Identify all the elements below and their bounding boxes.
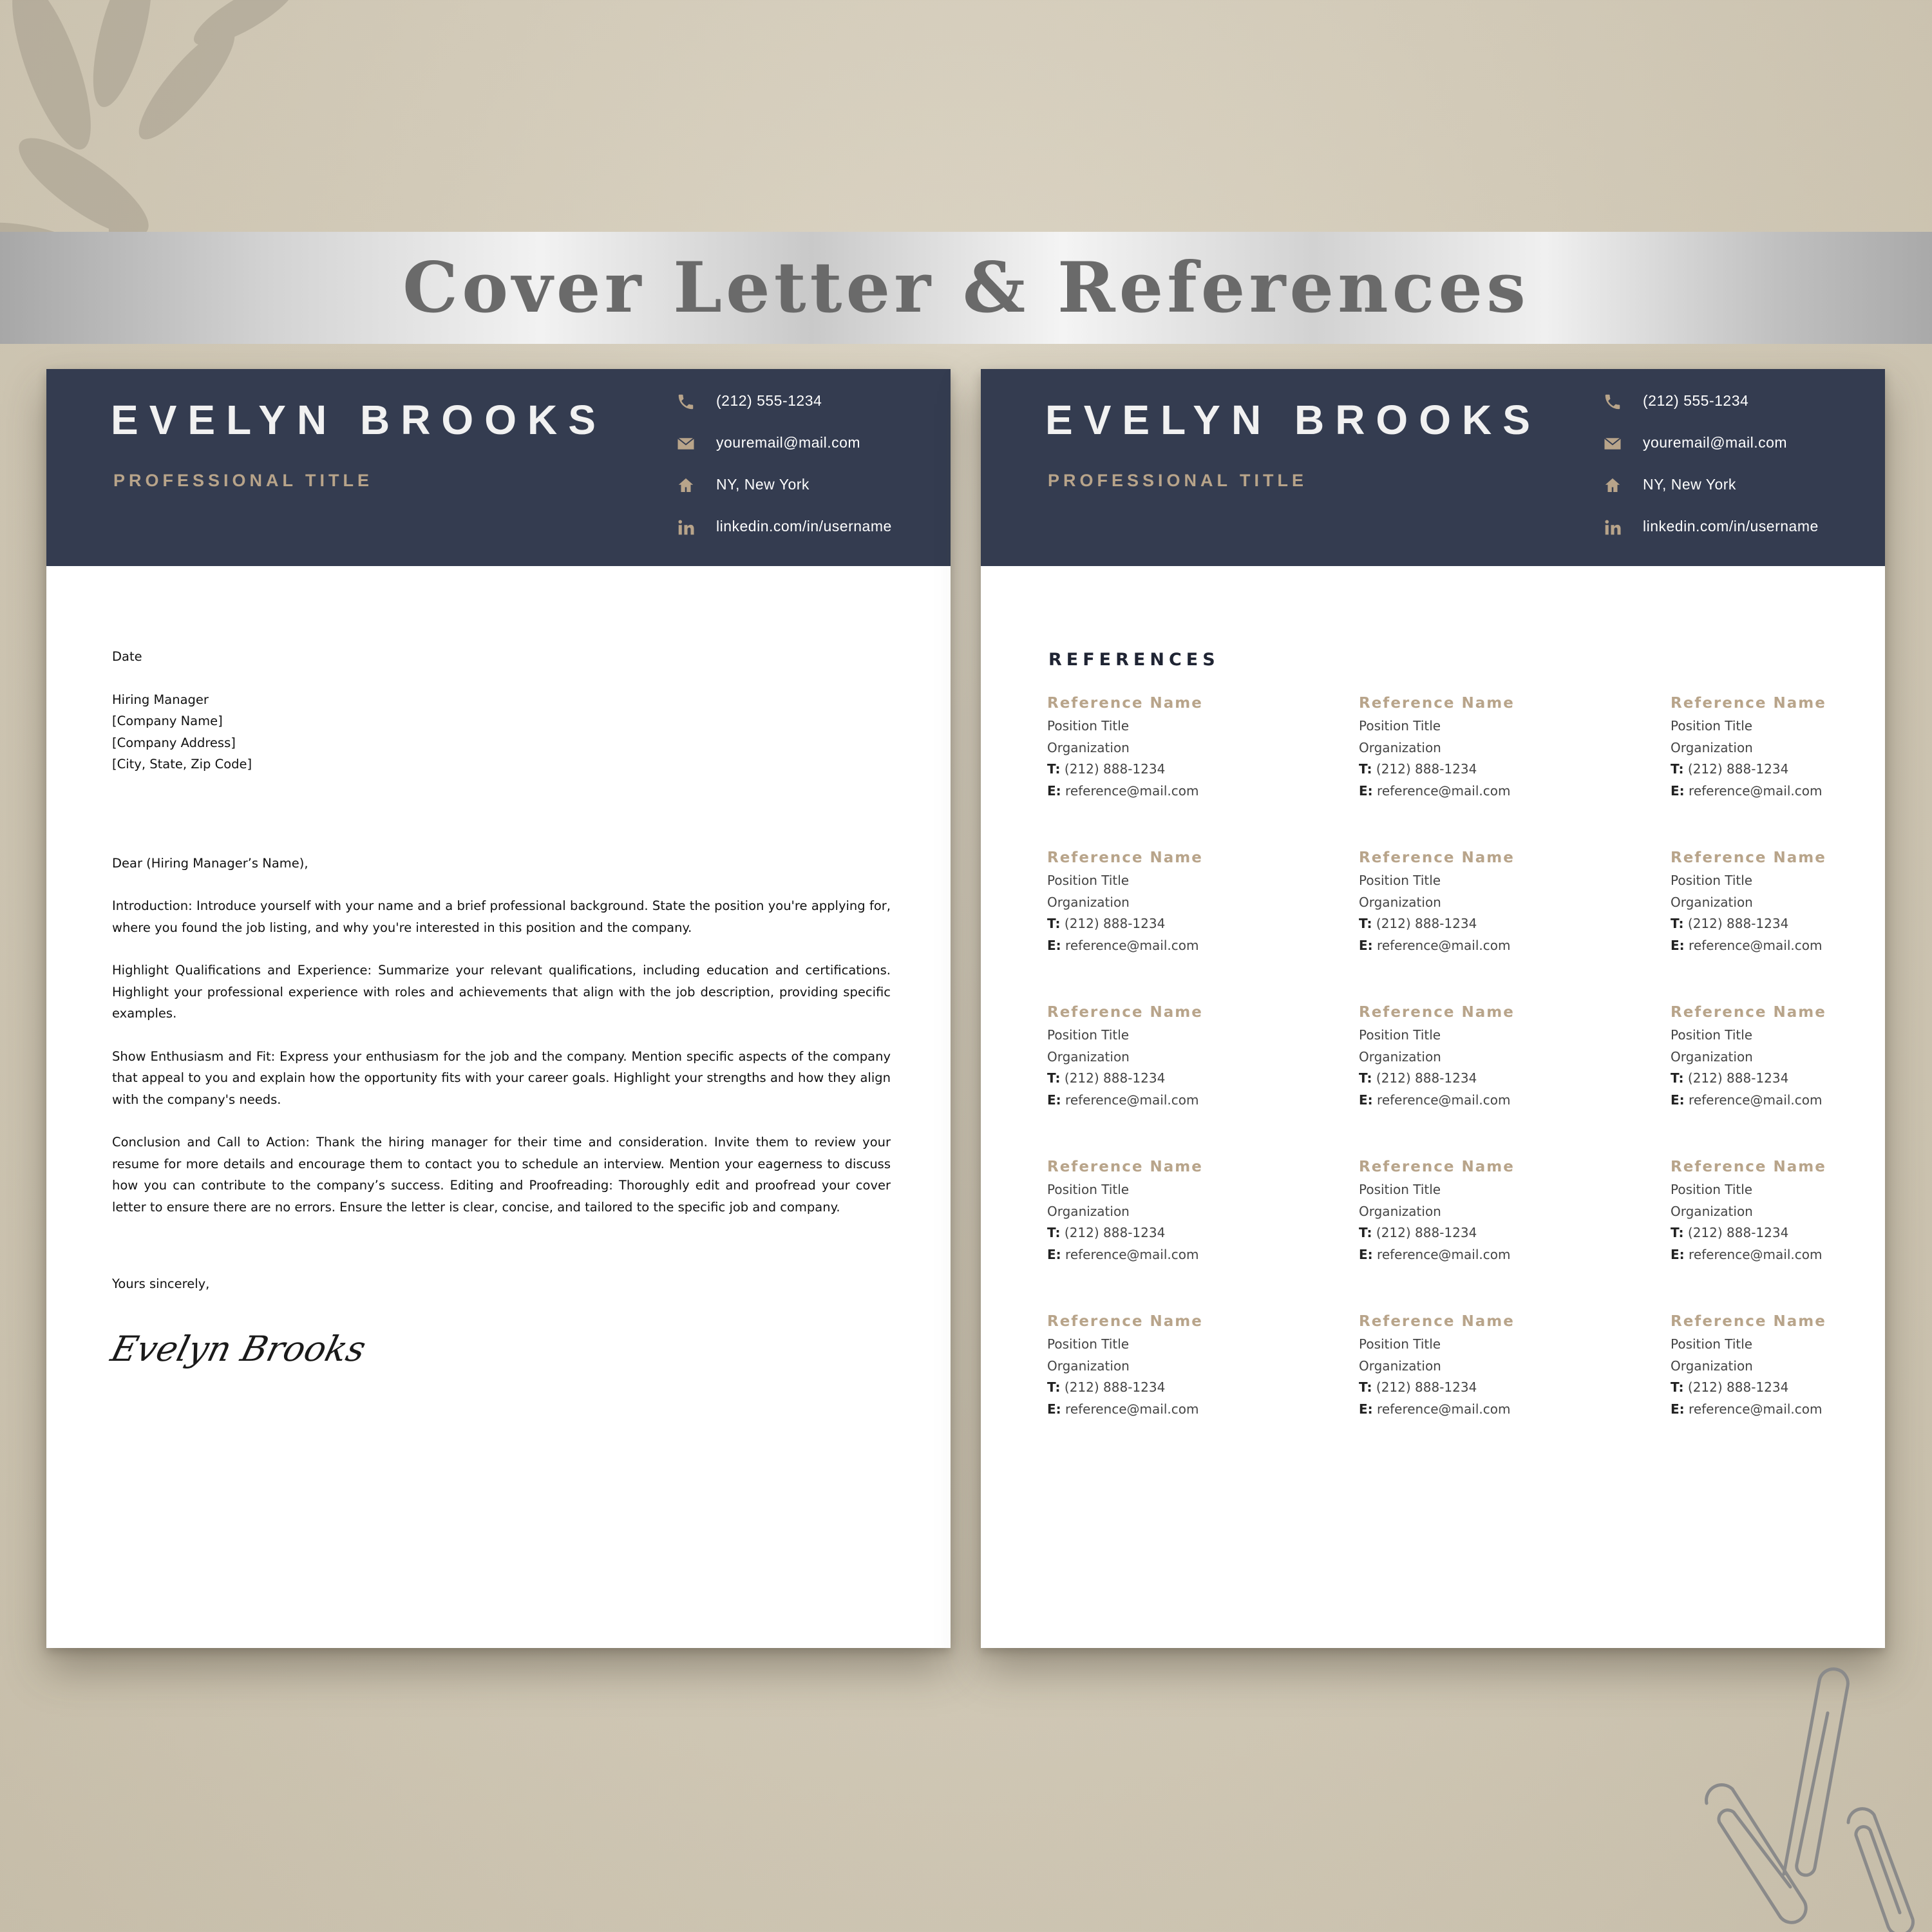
- reference-phone: (212) 888-1234: [1687, 916, 1789, 931]
- letter-date: Date: [112, 649, 142, 664]
- profile-name: EVELYN BROOKS: [1045, 397, 1541, 443]
- reference-entry: [1359, 846, 1629, 956]
- reference-email: reference@mail.com: [1065, 1092, 1199, 1108]
- linkedin-icon: [1603, 518, 1622, 537]
- contact-email-text: youremail@mail.com: [716, 434, 861, 451]
- references-heading: REFERENCES: [1048, 650, 1220, 670]
- reference-organization: Organization: [1671, 1048, 1753, 1065]
- reference-email: reference@mail.com: [1065, 1401, 1199, 1417]
- reference-phone: (212) 888-1234: [1376, 916, 1477, 931]
- reference-phone-label: T:: [1047, 916, 1061, 931]
- letter-address-line: Hiring Manager: [112, 692, 209, 707]
- reference-name: Reference Name: [1671, 695, 1826, 712]
- reference-phone-label: T:: [1047, 1379, 1061, 1395]
- reference-phone-line: [1671, 913, 1932, 935]
- mail-icon: [1603, 434, 1622, 453]
- reference-phone: (212) 888-1234: [1687, 761, 1789, 777]
- reference-email-label: E:: [1047, 1401, 1061, 1417]
- reference-phone-line: [1671, 1377, 1932, 1399]
- reference-phone: (212) 888-1234: [1064, 761, 1166, 777]
- reference-name: Reference Name: [1359, 1004, 1515, 1021]
- letter-paragraph: Conclusion and Call to Action: Thank the hiring manager for their time and consideration. Invite them to review your resume for more details and encourage them to contact you to schedule an interview. Mention your eagerness to discuss how you can contribute to the company’s success. Editing and Proofreading: Thoroughly edit and proofread your cover letter to ensure there are no errors. Ensure the letter is clear, concise, and tailored to the specific job and company.: [112, 1135, 891, 1215]
- reference-email-label: E:: [1671, 1246, 1685, 1262]
- reference-email: reference@mail.com: [1377, 937, 1511, 953]
- reference-organization: Organization: [1359, 1358, 1441, 1374]
- reference-name: Reference Name: [1047, 1004, 1203, 1021]
- reference-name: Reference Name: [1671, 849, 1826, 866]
- reference-phone-line: [1359, 1377, 1629, 1399]
- reference-position: Position Title: [1359, 1182, 1441, 1197]
- reference-email-line: [1047, 1244, 1318, 1266]
- reference-entry: [1671, 691, 1932, 802]
- letter-closing: Yours sincerely,: [112, 1276, 210, 1291]
- reference-position: Position Title: [1359, 718, 1441, 734]
- reference-organization: Organization: [1671, 894, 1753, 910]
- reference-email-label: E:: [1671, 782, 1685, 799]
- reference-email: reference@mail.com: [1689, 937, 1823, 953]
- reference-email-line: [1047, 1399, 1318, 1421]
- reference-phone-label: T:: [1047, 1225, 1061, 1240]
- reference-email-line: [1671, 1399, 1932, 1421]
- reference-phone-line: [1671, 759, 1932, 781]
- reference-email: reference@mail.com: [1065, 937, 1199, 953]
- reference-phone-label: T:: [1359, 1225, 1372, 1240]
- signature: Evelyn Brooks: [107, 1329, 370, 1369]
- reference-entry: [1047, 1309, 1318, 1420]
- contact-email-text: youremail@mail.com: [1643, 434, 1788, 451]
- title-banner: [0, 232, 1932, 344]
- reference-email-line: [1671, 935, 1932, 957]
- reference-phone: (212) 888-1234: [1064, 916, 1166, 931]
- reference-name: Reference Name: [1359, 1313, 1515, 1330]
- phone-icon: [1603, 392, 1622, 412]
- reference-entry: [1047, 846, 1318, 956]
- reference-phone-line: [1047, 759, 1318, 781]
- reference-phone-line: [1047, 1377, 1318, 1399]
- reference-organization: Organization: [1359, 894, 1441, 910]
- reference-email: reference@mail.com: [1689, 1246, 1823, 1262]
- reference-email: reference@mail.com: [1377, 1401, 1511, 1417]
- reference-phone-label: T:: [1671, 1225, 1684, 1240]
- home-icon: [676, 476, 696, 495]
- reference-email-line: [1359, 935, 1629, 957]
- reference-entry: [1047, 1155, 1318, 1265]
- contact-linkedin-text: linkedin.com/in/username: [1643, 518, 1819, 535]
- reference-phone: (212) 888-1234: [1376, 1225, 1477, 1240]
- reference-email-label: E:: [1047, 937, 1061, 953]
- contact-location-text: NY, New York: [716, 476, 810, 493]
- reference-email: reference@mail.com: [1689, 1092, 1823, 1108]
- reference-email-line: [1047, 935, 1318, 957]
- reference-phone: (212) 888-1234: [1064, 1379, 1166, 1395]
- reference-organization: Organization: [1359, 739, 1441, 755]
- reference-email-line: [1359, 1399, 1629, 1421]
- banner-title: Cover Letter & References: [402, 247, 1530, 328]
- reference-name: Reference Name: [1671, 1004, 1826, 1021]
- reference-phone-label: T:: [1359, 916, 1372, 931]
- reference-phone-label: T:: [1359, 761, 1372, 777]
- home-icon: [1603, 476, 1622, 495]
- reference-email-label: E:: [1359, 937, 1373, 953]
- linkedin-icon: [676, 518, 696, 537]
- reference-phone-label: T:: [1047, 761, 1061, 777]
- letter-paragraph: Introduction: Introduce yourself with your name and a brief professional background. State the position you're applying for, where you found the job listing, and why you're interested in this position and the company.: [112, 898, 891, 935]
- reference-organization: Organization: [1671, 739, 1753, 755]
- reference-position: Position Title: [1047, 1336, 1130, 1352]
- letter-paragraph: Show Enthusiasm and Fit: Express your enthusiasm for the job and the company. Mention specific aspects of the company that appeal to you and explain how the opportunity fits with your career goals. Highlight your strengths and how they align with the company's needs.: [112, 1048, 891, 1107]
- reference-organization: Organization: [1047, 739, 1130, 755]
- phone-icon: [676, 392, 696, 412]
- reference-email-line: [1047, 781, 1318, 802]
- reference-name: Reference Name: [1047, 1313, 1203, 1330]
- reference-email-label: E:: [1359, 1246, 1373, 1262]
- reference-position: Position Title: [1671, 1027, 1753, 1043]
- reference-email-label: E:: [1359, 782, 1373, 799]
- reference-email: reference@mail.com: [1065, 1246, 1199, 1262]
- reference-email-label: E:: [1047, 1246, 1061, 1262]
- letter-salutation: Dear (Hiring Manager’s Name),: [112, 855, 308, 871]
- reference-position: Position Title: [1671, 873, 1753, 888]
- reference-email-label: E:: [1671, 937, 1685, 953]
- reference-phone-line: [1359, 759, 1629, 781]
- reference-phone-line: [1359, 1068, 1629, 1090]
- reference-position: Position Title: [1671, 1336, 1753, 1352]
- reference-organization: Organization: [1047, 1048, 1130, 1065]
- reference-organization: Organization: [1047, 1358, 1130, 1374]
- reference-phone-label: T:: [1359, 1379, 1372, 1395]
- reference-organization: Organization: [1359, 1048, 1441, 1065]
- reference-entry: [1359, 1155, 1629, 1265]
- reference-email-line: [1671, 1090, 1932, 1112]
- reference-phone-line: [1671, 1222, 1932, 1244]
- reference-organization: Organization: [1671, 1203, 1753, 1219]
- letter-address-line: [Company Address]: [112, 735, 236, 750]
- reference-name: Reference Name: [1359, 849, 1515, 866]
- reference-position: Position Title: [1047, 1182, 1130, 1197]
- reference-email-line: [1671, 1244, 1932, 1266]
- reference-email: reference@mail.com: [1689, 782, 1823, 799]
- reference-position: Position Title: [1671, 718, 1753, 734]
- reference-phone: (212) 888-1234: [1687, 1379, 1789, 1395]
- reference-phone-line: [1359, 1222, 1629, 1244]
- letter-body: [112, 646, 891, 1295]
- reference-email: reference@mail.com: [1377, 1246, 1511, 1262]
- reference-phone: (212) 888-1234: [1064, 1070, 1166, 1086]
- reference-email-line: [1047, 1090, 1318, 1112]
- reference-entry: [1047, 1000, 1318, 1111]
- reference-position: Position Title: [1359, 873, 1441, 888]
- reference-email-line: [1359, 781, 1629, 802]
- contact-phone-text: (212) 555-1234: [1643, 392, 1749, 409]
- reference-phone-label: T:: [1671, 761, 1684, 777]
- reference-phone-line: [1671, 1068, 1932, 1090]
- reference-phone: (212) 888-1234: [1376, 761, 1477, 777]
- profile-title: PROFESSIONAL TITLE: [1048, 471, 1308, 490]
- reference-phone: (212) 888-1234: [1687, 1070, 1789, 1086]
- reference-name: Reference Name: [1047, 849, 1203, 866]
- reference-phone-line: [1047, 1222, 1318, 1244]
- reference-email-label: E:: [1671, 1401, 1685, 1417]
- reference-organization: Organization: [1359, 1203, 1441, 1219]
- reference-organization: Organization: [1047, 894, 1130, 910]
- reference-email: reference@mail.com: [1065, 782, 1199, 799]
- reference-email-label: E:: [1359, 1401, 1373, 1417]
- reference-phone-line: [1047, 1068, 1318, 1090]
- reference-phone: (212) 888-1234: [1687, 1225, 1789, 1240]
- reference-entry: [1359, 1000, 1629, 1111]
- reference-phone-line: [1047, 913, 1318, 935]
- page-header: [46, 369, 951, 566]
- reference-phone-label: T:: [1359, 1070, 1372, 1086]
- page-header: [981, 369, 1885, 566]
- reference-phone-label: T:: [1671, 1070, 1684, 1086]
- reference-name: Reference Name: [1359, 1159, 1515, 1175]
- reference-entry: [1359, 691, 1629, 802]
- letter-address-line: [City, State, Zip Code]: [112, 757, 252, 772]
- reference-email: reference@mail.com: [1377, 782, 1511, 799]
- contact-phone-text: (212) 555-1234: [716, 392, 822, 409]
- reference-name: Reference Name: [1047, 695, 1203, 712]
- reference-name: Reference Name: [1671, 1159, 1826, 1175]
- reference-position: Position Title: [1047, 718, 1130, 734]
- mail-icon: [676, 434, 696, 453]
- reference-phone-line: [1359, 913, 1629, 935]
- reference-email-line: [1671, 781, 1932, 802]
- reference-phone: (212) 888-1234: [1064, 1225, 1166, 1240]
- paperclips-decoration: [1687, 1662, 1932, 1932]
- reference-entry: [1671, 1000, 1932, 1111]
- reference-position: Position Title: [1047, 873, 1130, 888]
- reference-position: Position Title: [1047, 1027, 1130, 1043]
- reference-entry: [1671, 846, 1932, 956]
- reference-organization: Organization: [1047, 1203, 1130, 1219]
- cover-letter-page: [46, 369, 951, 1648]
- reference-phone: (212) 888-1234: [1376, 1379, 1477, 1395]
- reference-email-label: E:: [1359, 1092, 1373, 1108]
- reference-phone-label: T:: [1671, 1379, 1684, 1395]
- letter-paragraph: Highlight Qualifications and Experience: Summarize your relevant qualifications, including education and certifications. Highlight your professional experience with roles and achievements that align with the job description, providing specific examples.: [112, 963, 891, 1021]
- reference-email: reference@mail.com: [1377, 1092, 1511, 1108]
- reference-email-label: E:: [1047, 782, 1061, 799]
- profile-title: PROFESSIONAL TITLE: [113, 471, 374, 490]
- reference-name: Reference Name: [1671, 1313, 1826, 1330]
- reference-email-line: [1359, 1244, 1629, 1266]
- letter-address-line: [Company Name]: [112, 714, 223, 728]
- reference-email: reference@mail.com: [1689, 1401, 1823, 1417]
- reference-email-label: E:: [1047, 1092, 1061, 1108]
- reference-entry: [1671, 1155, 1932, 1265]
- reference-name: Reference Name: [1359, 695, 1515, 712]
- reference-phone-label: T:: [1047, 1070, 1061, 1086]
- reference-position: Position Title: [1359, 1027, 1441, 1043]
- references-page: [981, 369, 1885, 1648]
- contact-location-text: NY, New York: [1643, 476, 1736, 493]
- reference-position: Position Title: [1359, 1336, 1441, 1352]
- reference-email-label: E:: [1671, 1092, 1685, 1108]
- profile-name: EVELYN BROOKS: [111, 397, 607, 443]
- reference-name: Reference Name: [1047, 1159, 1203, 1175]
- reference-organization: Organization: [1671, 1358, 1753, 1374]
- contact-linkedin-text: linkedin.com/in/username: [716, 518, 892, 535]
- reference-entry: [1047, 691, 1318, 802]
- reference-email-line: [1359, 1090, 1629, 1112]
- reference-entry: [1671, 1309, 1932, 1420]
- reference-phone: (212) 888-1234: [1376, 1070, 1477, 1086]
- reference-entry: [1359, 1309, 1629, 1420]
- reference-phone-label: T:: [1671, 916, 1684, 931]
- reference-position: Position Title: [1671, 1182, 1753, 1197]
